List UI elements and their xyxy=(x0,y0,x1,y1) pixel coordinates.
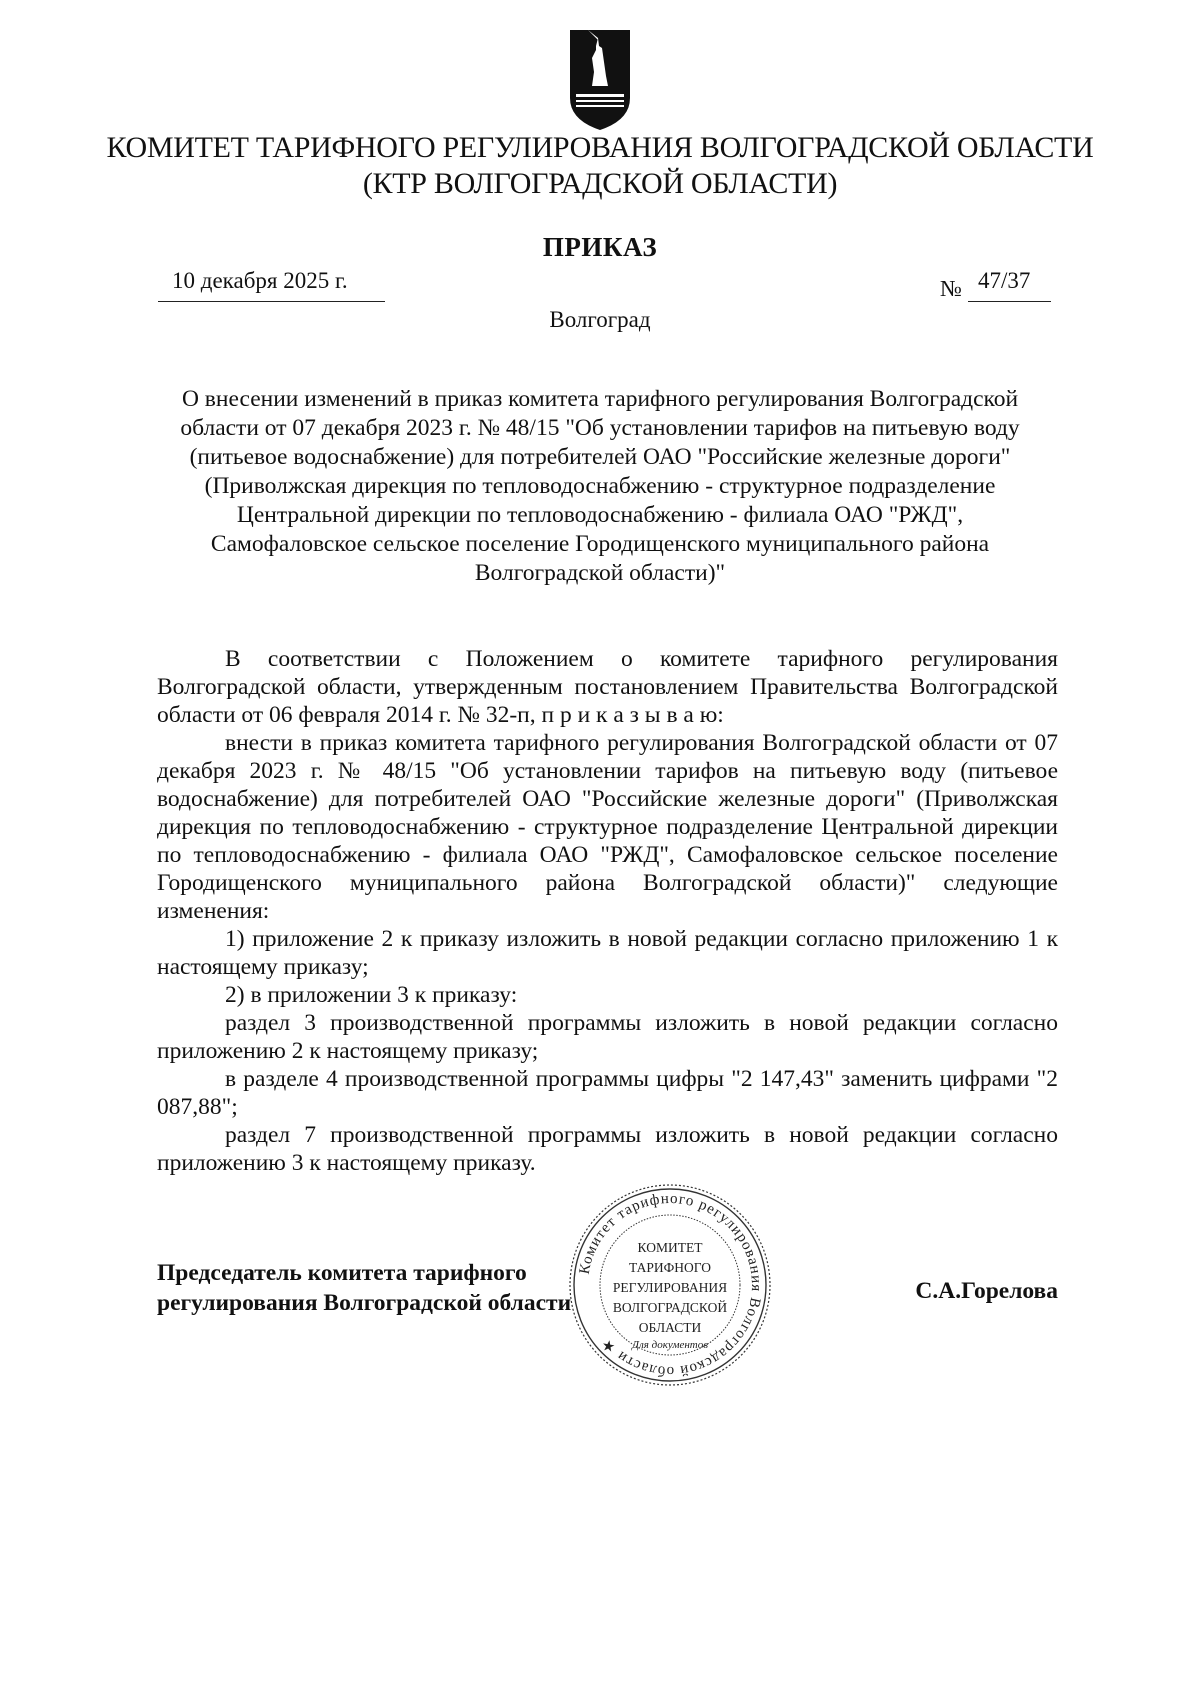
subject-line: Самофаловское сельское поселение Городищенского муниципального района xyxy=(210,531,990,557)
stamp-center-line: РЕГУЛИРОВАНИЯ xyxy=(612,1280,728,1295)
subject-line: (питьевое водоснабжение) для потребителей ОАО "Российские железные дороги" xyxy=(189,444,1011,470)
body-paragraph: 1) приложение 2 к приказу изложить в новой редакции согласно приложению 1 к настоящему приказу; xyxy=(157,926,1058,980)
stamp-center-line: ОБЛАСТИ xyxy=(638,1320,702,1335)
signatory-position-line: регулирования Волгоградской области xyxy=(157,1290,572,1316)
organization-short-name: (КТР ВОЛГОГРАДСКОЙ ОБЛАСТИ) xyxy=(362,167,838,200)
body-paragraph: раздел 3 производственной программы изложить в новой редакции согласно приложению 2 к настоящему приказу; xyxy=(157,1010,1058,1064)
number-sign: № xyxy=(940,276,962,301)
document-city: Волгоград xyxy=(549,307,651,332)
body-paragraph: В соответствии с Положением о комитете тарифного регулирования Волгоградской области, утвержденным постановлением Правительства Волгоградской области от 06 февраля 2014 г. № 32-п, п р и к а з ы в а ю: xyxy=(157,646,1058,728)
signatory-position xyxy=(157,1258,571,1318)
document-date: 10 декабря 2025 г. xyxy=(172,268,348,293)
body-paragraph: в разделе 4 производственной программы цифры "2 147,43" заменить цифрами "2 087,88"; xyxy=(157,1066,1058,1120)
stamp-center-line: КОМИТЕТ xyxy=(637,1240,703,1255)
signatory-name: С.А.Горелова xyxy=(915,1278,1058,1304)
organization-name: КОМИТЕТ ТАРИФНОГО РЕГУЛИРОВАНИЯ ВОЛГОГРАДСКОЙ ОБЛАСТИ xyxy=(106,131,1094,164)
official-stamp xyxy=(565,1180,775,1390)
document-number: 47/37 xyxy=(978,268,1031,293)
body-paragraph: раздел 7 производственной программы изложить в новой редакции согласно приложению 3 к настоящему приказу. xyxy=(157,1122,1058,1176)
body-paragraph: внести в приказ комитета тарифного регулирования Волгоградской области от 07 декабря 2023 г. № 48/15 "Об установлении тарифов на питьевую воду (питьевое водоснабжение) для потребителей ОАО "Российские железные дороги" (Приволжская дирекция по тепловодоснабжению - структурное подразделение Центральной дирекции по тепловодоснабжению - филиала ОАО "РЖД", Самофаловское сельское поселение Городищенского муниципального района Волгоградской области)" следующие изменения: xyxy=(157,730,1058,924)
body-paragraph: 2) в приложении 3 к приказу: xyxy=(225,982,518,1008)
number-underline xyxy=(968,301,1051,302)
document-title: ПРИКАЗ xyxy=(542,232,658,262)
subject-line: Волгоградской области)" xyxy=(474,560,726,586)
coat-of-arms-emblem xyxy=(568,28,632,132)
subject-line: области от 07 декабря 2023 г. № 48/15 "Об установлении тарифов на питьевую воду xyxy=(180,415,1020,441)
document-body xyxy=(157,645,1058,1177)
stamp-center-line: ВОЛГОГРАДСКОЙ xyxy=(612,1300,728,1315)
date-underline xyxy=(158,301,385,302)
subject-line: Центральной дирекции по тепловодоснабжению - филиала ОАО "РЖД", xyxy=(236,502,964,528)
signatory-position-line: Председатель комитета тарифного xyxy=(157,1260,527,1286)
stamp-bottom-text: Для документов xyxy=(631,1339,709,1351)
subject-line: (Приволжская дирекция по тепловодоснабжению - структурное подразделение xyxy=(204,473,996,499)
stamp-ring-text: Комитет тарифного регулирования Волгоградской области ★ xyxy=(576,1190,765,1380)
stamp-center-line: ТАРИФНОГО xyxy=(629,1260,711,1275)
subject-line: О внесении изменений в приказ комитета тарифного регулирования Волгоградской xyxy=(181,386,1019,412)
document-subject xyxy=(160,385,1040,588)
